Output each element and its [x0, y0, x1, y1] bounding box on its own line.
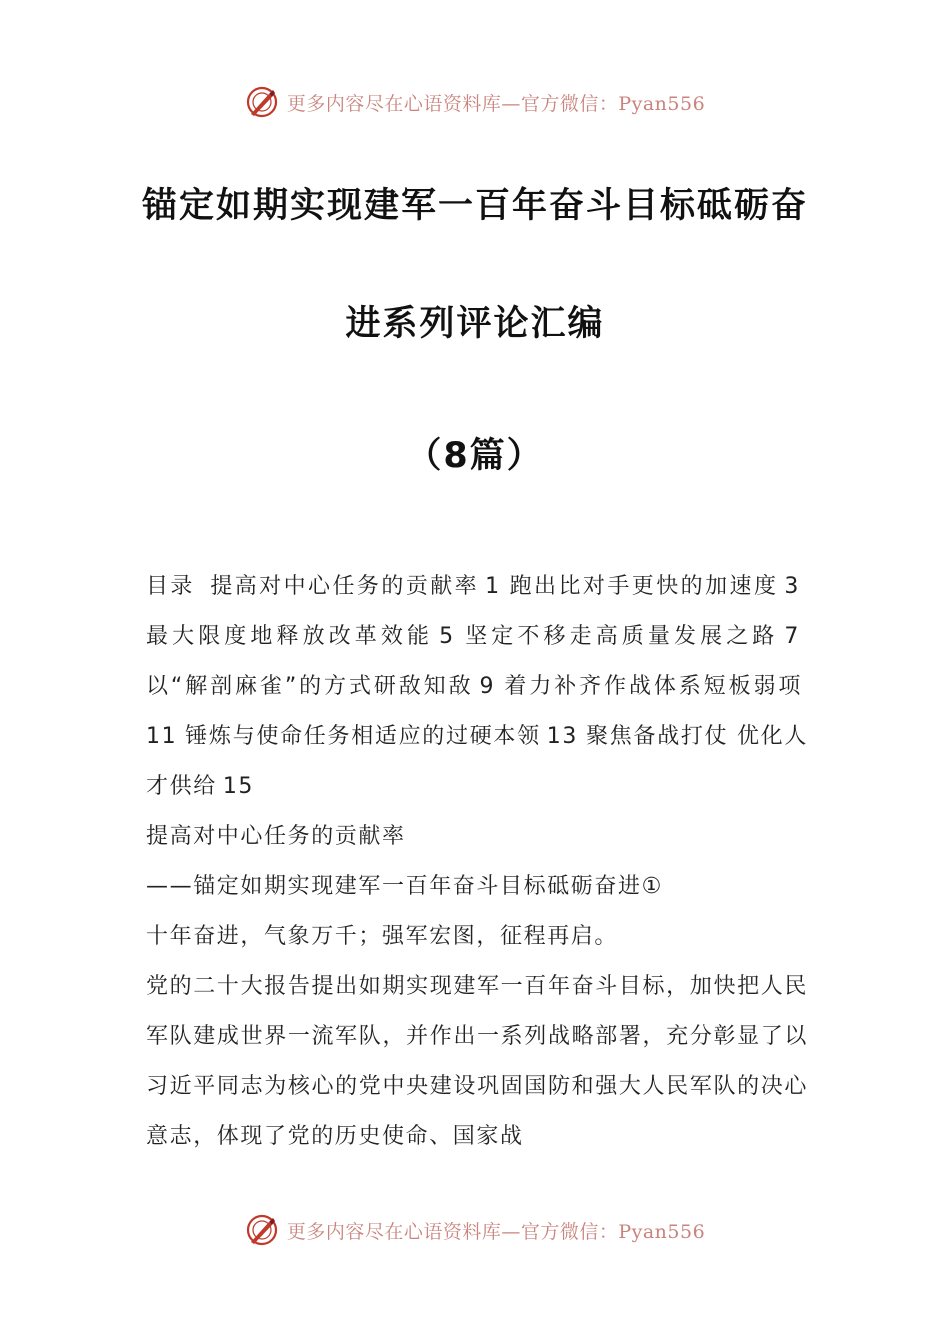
watermark-text: 更多内容尽在心语资料库—官方微信：Pyan556	[286, 92, 706, 115]
toc-entry-title: 以“解剖麻雀”的方式研敌知敌	[146, 674, 474, 699]
toc-entry-title: 聚焦备战打仗 优化人才供给	[146, 724, 808, 799]
watermark-text: 更多内容尽在心语资料库—官方微信：Pyan556	[286, 1220, 706, 1243]
article-paragraph: 党的二十大报告提出如期实现建军一百年奋斗目标，加快把人民军队建成世界一流军队，并作出一系列战略部署，充分彰显了以习近平同志为核心的党中央建设巩固国防和强大人民军队的决心意志，体现了党的历史使命、国家战	[146, 974, 808, 1149]
toc-entry-page: 15	[222, 774, 255, 799]
toc-entry-title: 跑出比对手更快的加速度	[508, 574, 779, 599]
toc-entry-page: 9	[479, 674, 496, 699]
watermark-banner-bottom	[0, 1208, 950, 1252]
toc-entry-title: 最大限度地释放改革效能	[146, 624, 434, 649]
toc-entry-page: 11	[146, 724, 178, 749]
pen-logo-icon	[245, 85, 279, 119]
toc-entry-page: 7	[784, 624, 800, 649]
article-paragraph: 十年奋进，气象万千；强军宏图，征程再启。	[146, 924, 619, 949]
document-title-line-2: 进系列评论汇编	[345, 304, 605, 344]
toc-entry-page: 13	[546, 724, 578, 749]
toc-entry-page: 5	[439, 624, 455, 649]
toc-entry-title: 坚定不移走高质量发展之路	[462, 624, 779, 649]
table-of-contents	[146, 562, 808, 812]
article-subheading: ——锚定如期实现建军一百年奋斗目标砥砺奋进①	[146, 874, 663, 899]
document-title-line-1: 锚定如期实现建军一百年奋斗目标砥砺奋	[141, 186, 808, 226]
toc-entry-page: 3	[784, 574, 800, 599]
toc-entry-title: 锤炼与使命任务相适应的过硬本领	[185, 724, 541, 749]
toc-entry-title: 提高对中心任务的贡献率	[210, 574, 480, 599]
toc-heading: 目录	[146, 574, 195, 599]
document-body	[146, 562, 808, 1162]
document-title-count: （8篇）	[406, 436, 544, 476]
article-heading: 提高对中心任务的贡献率	[146, 824, 406, 849]
toc-entry-page: 1	[485, 574, 501, 599]
toc-entry-title: 着力补齐作战体系短板弱项	[503, 674, 802, 699]
pen-logo-icon	[245, 1213, 279, 1247]
watermark-banner-top	[0, 80, 950, 124]
